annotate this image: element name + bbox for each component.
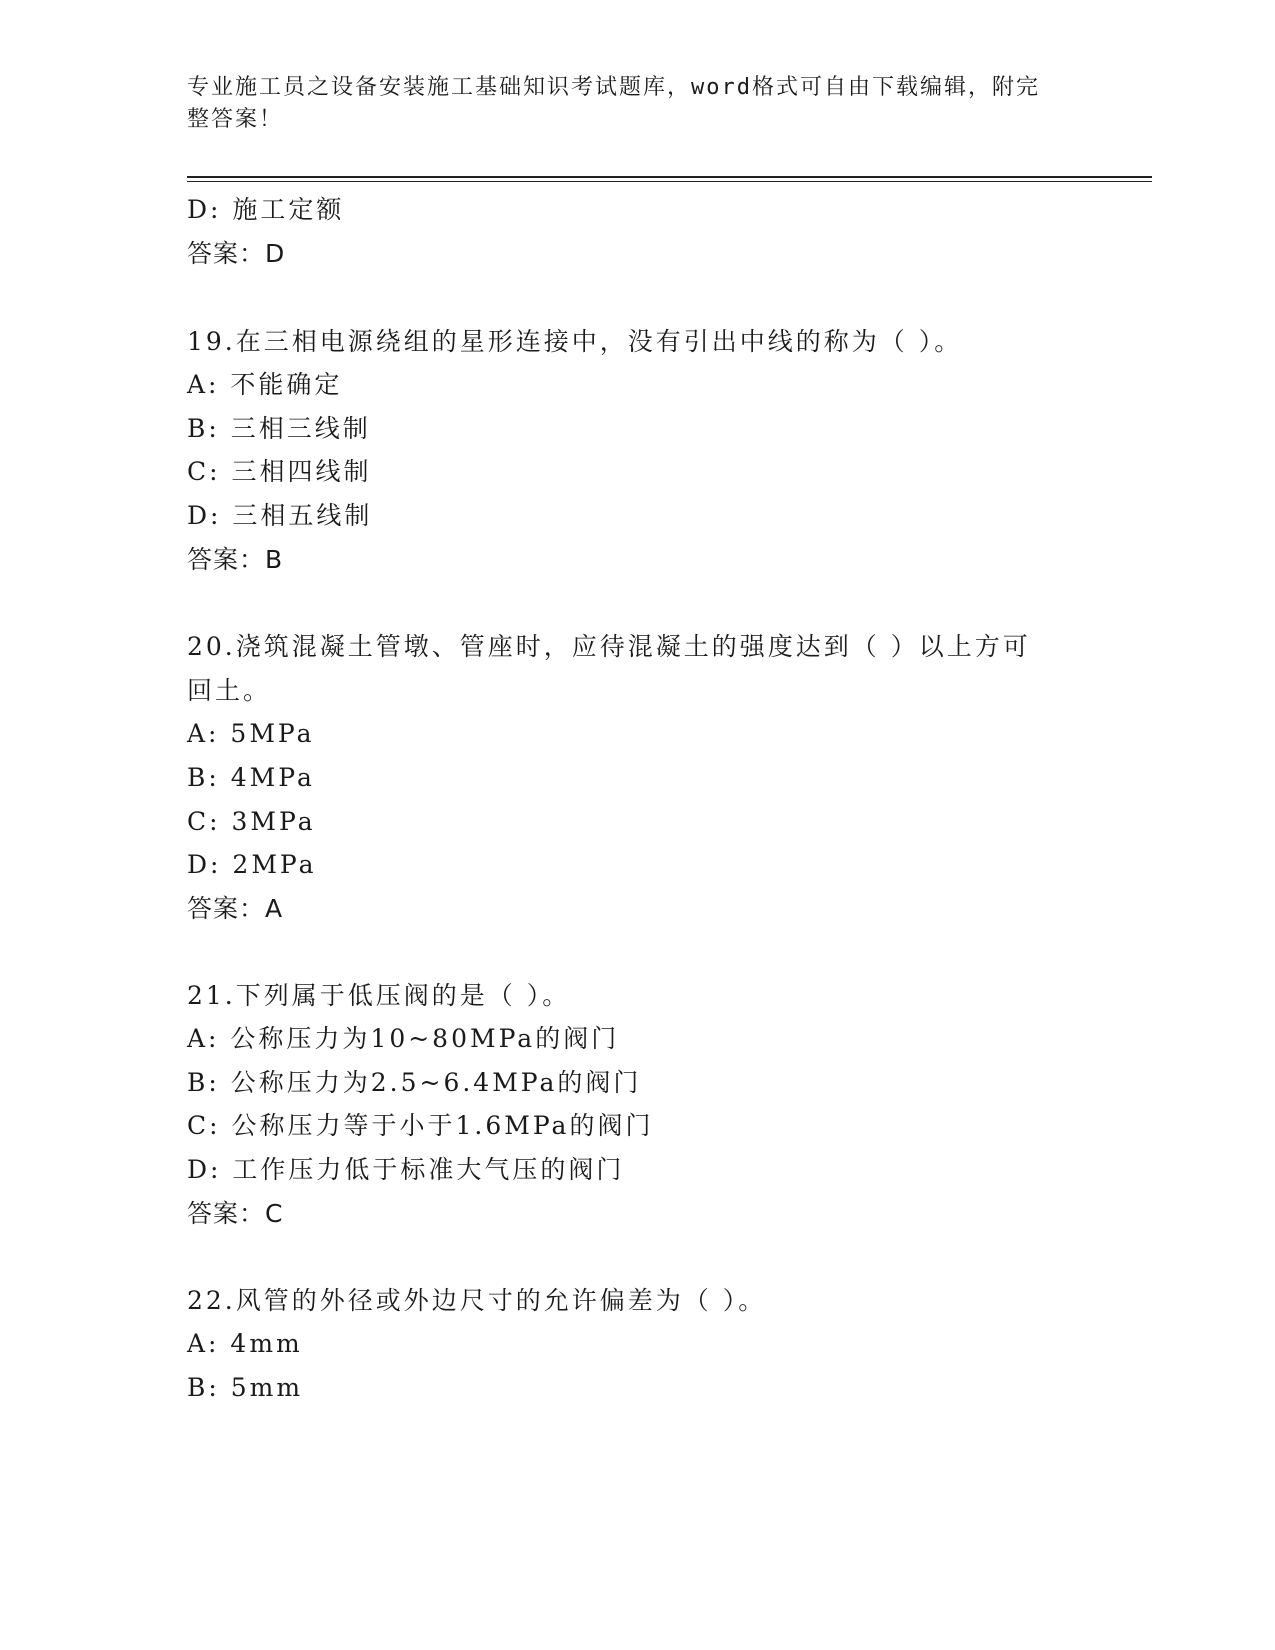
header-divider-thick [187, 176, 1152, 178]
q21-answer: 答案：C [187, 1199, 284, 1228]
document-header [187, 72, 1067, 136]
q19-option-a: A: 不能确定 [187, 370, 343, 399]
q20-option-c: C: 3MPa [187, 807, 316, 836]
q19-answer: 答案：B [187, 545, 284, 574]
q20-option-d: D: 2MPa [187, 850, 317, 879]
q21-option-b: B: 公称压力为2.5~6.4MPa的阀门 [187, 1068, 642, 1097]
header-divider-thin [187, 181, 1152, 182]
q21-question: 21.下列属于低压阀的是（ ）。 [187, 981, 571, 1010]
q21-option-c: C: 公称压力等于小于1.6MPa的阀门 [187, 1111, 654, 1140]
header-line-2: 整答案！ [187, 107, 284, 132]
q22-question: 22.风管的外径或外边尺寸的允许偏差为（ ）。 [187, 1286, 767, 1315]
q20-option-a: A: 5MPa [187, 719, 315, 748]
q20-option-b: B: 4MPa [187, 763, 315, 792]
q20-question-line-2: 回土。 [187, 676, 272, 705]
q18-answer: 答案：D [187, 239, 286, 268]
q20-answer: 答案：A [187, 894, 284, 923]
q19-option-b: B: 三相三线制 [187, 414, 371, 443]
q18-option-d: D: 施工定额 [187, 195, 345, 224]
q19-option-d: D: 三相五线制 [187, 501, 373, 530]
q19-question: 19.在三相电源绕组的星形连接中，没有引出中线的称为（ ）。 [187, 327, 963, 356]
q21-option-a: A: 公称压力为10~80MPa的阀门 [187, 1024, 620, 1053]
q19-option-c: C: 三相四线制 [187, 457, 372, 486]
header-line-1: 专业施工员之设备安装施工基础知识考试题库，word格式可自由下载编辑，附完 [187, 75, 1040, 100]
q21-option-d: D: 工作压力低于标准大气压的阀门 [187, 1155, 625, 1184]
q20-question-line-1: 20.浇筑混凝土管墩、管座时，应待混凝土的强度达到（ ）以上方可 [187, 632, 1031, 661]
q22-option-b: B: 5mm [187, 1373, 304, 1402]
q22-option-a: A: 4mm [187, 1329, 303, 1358]
